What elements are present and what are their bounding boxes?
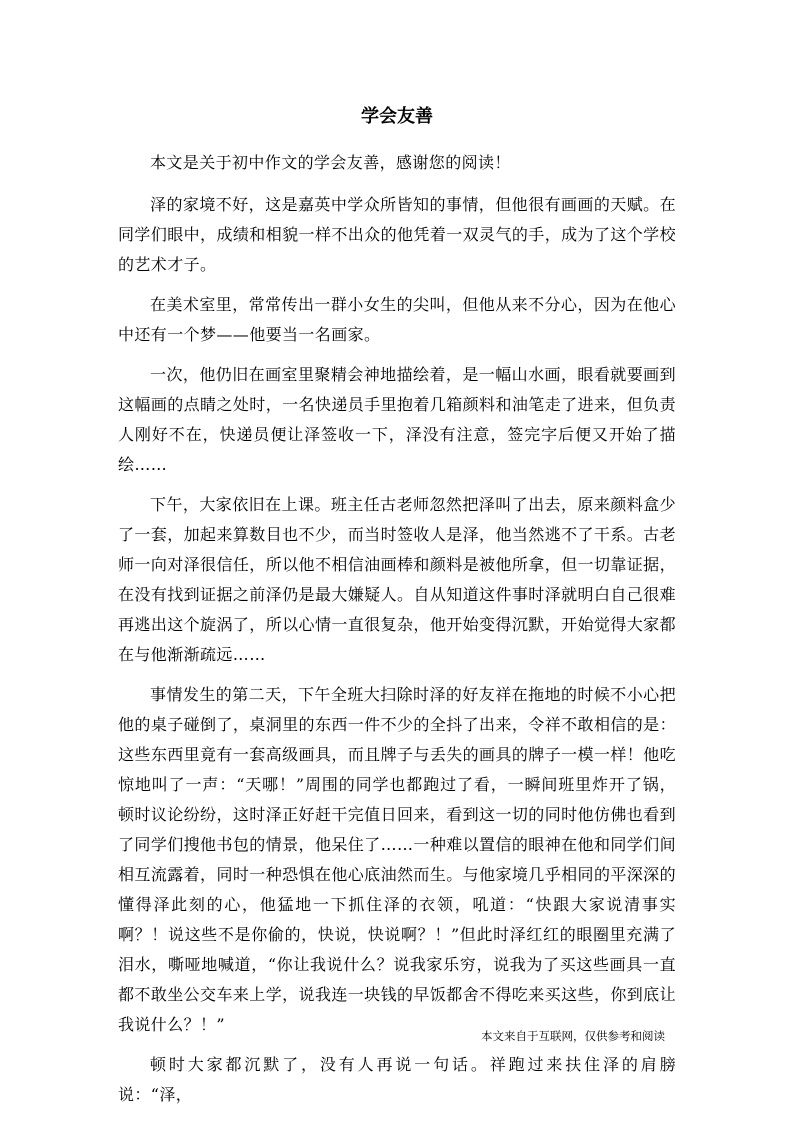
paragraph: 泽的家境不好，这是嘉英中学众所皆知的事情，但他很有画画的天赋。在同学们眼中，成绩和相貌一样不出众的他凭着一双灵气的手，成为了这个学校的艺术才子。: [118, 195, 676, 274]
paragraph: 一次，他仍旧在画室里聚精会神地描绘着，是一幅山水画，眼看就要画到这幅画的点睛之处时，一名快递员手里抱着几箱颜料和油笔走了进来，但负责人刚好不在，快递员便让泽签收一下，泽没有注意，签完字后便又开始了描绘……: [118, 365, 676, 474]
paragraph: 下午，大家依旧在上课。班主任古老师忽然把泽叫了出去，原来颜料盒少了一套，加起来算数目也不少，而当时签收人是泽，他当然逃不了干系。古老师一向对泽很信任，所以他不相信油画棒和颜料是被他所拿，但一切靠证据，在没有找到证据之前泽仍是最大嫌疑人。自从知道这件事时泽就明白自己很难再逃出这个旋涡了，所以心情一直很复杂，他开始变得沉默，开始觉得大家都在与他渐渐疏远……: [118, 495, 676, 664]
paragraph: 事情发生的第二天，下午全班大扫除时泽的好友祥在拖地的时候不小心把他的桌子碰倒了，桌洞里的东西一件不少的全抖了出来，令祥不敢相信的是：这些东西里竟有一套高级画具，而且牌子与丢失的画具的牌子一模一样！他吃惊地叫了一声：“天哪！”周围的同学也都跑过了看，一瞬间班里炸开了锅，顿时议论纷纷，这时泽正好赶干完值日回来，看到这一切的同时他仿佛也看到了同学们搜他书包的情景，他呆住了……一种难以置信的眼神在他和同学们间相互流露着，同时一种恐惧在他心底油然而生。与他家境几乎相同的平深深的懂得泽此刻的心，他猛地一下抓住泽的衣领，吼道：“快跟大家说清事实啊？！说这些不是你偷的，快说，快说啊？！”但此时泽红红的眼圈里充满了泪水，嘶哑地喊道，“你让我说什么？说我家乐穷，说我为了买这些画具一直都不敢坐公交车来上学，说我连一块钱的早饭都舍不得吃来买这些，你到底让我说什么？！”: [118, 685, 676, 1034]
article-body: [118, 148, 676, 1104]
paragraph: 在美术室里，常常传出一群小女生的尖叫，但他从来不分心，因为在他心中还有一个梦——他要当一名画家。: [118, 295, 676, 344]
intro-paragraph: 本文是关于初中作文的学会友善，感谢您的阅读！: [150, 153, 511, 172]
source-footer: 本文来自于互联网，仅供参考和阅读: [481, 1029, 665, 1043]
page-title: 学会友善: [361, 106, 433, 127]
paragraph: 顿时大家都沉默了，没有人再说一句话。祥跑过来扶住泽的肩膀说：“泽，: [118, 1055, 676, 1104]
